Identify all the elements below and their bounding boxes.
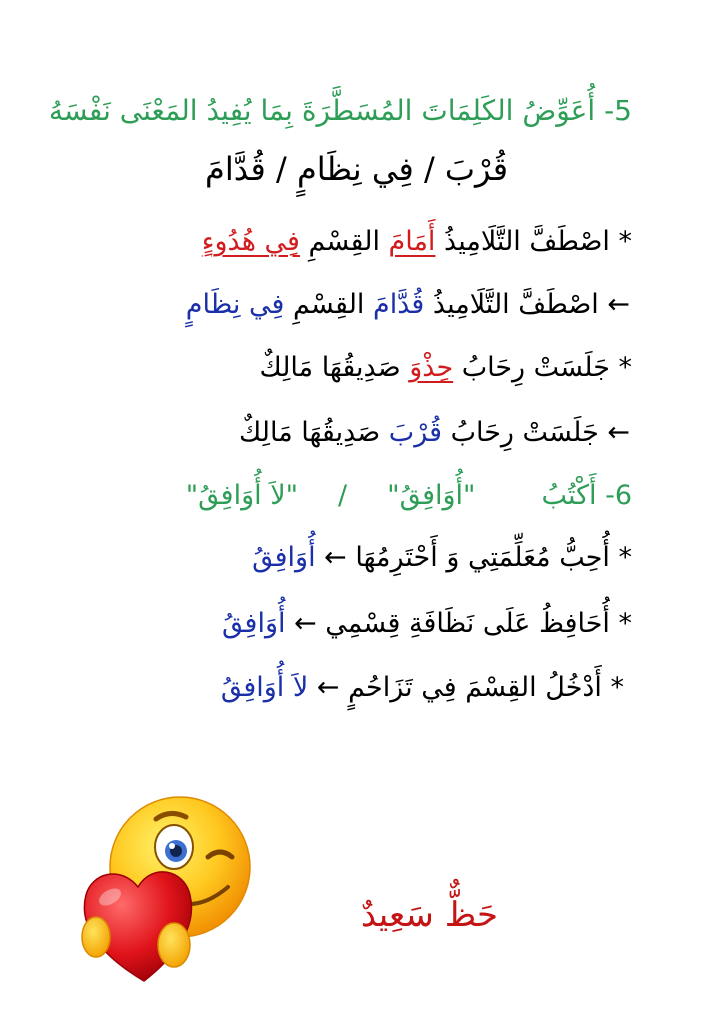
answer-word: لاَ أُوَافِقُ <box>220 672 309 703</box>
underlined-word: حِذْوَ <box>409 352 454 383</box>
item-text: القِسْمِ <box>299 226 389 257</box>
exercise5-title: 5- أُعَوِّضُ الكَلِمَاتَ المُسَطَّرَةَ بِمَا يُفِيدُ المَعْنَى نَفْسَهُ <box>48 94 632 127</box>
replacement-word: فِي نِظَامٍ <box>185 289 285 320</box>
exercise6-item-1 <box>252 542 632 573</box>
replacement-word: قُرْبَ <box>388 417 443 448</box>
item-text: * أُحِبُّ مُعَلِّمَتِي وَ أَحْتَرِمُهَا ← <box>315 542 632 573</box>
exercise5-answer-2 <box>239 417 630 448</box>
exercise5-answer-1 <box>186 289 630 320</box>
exercise6-header <box>186 480 632 511</box>
item-text: ← جَلَسَتْ رِحَابُ <box>442 417 630 448</box>
item-text: ← اصْطَفَّ التَّلَامِيذُ <box>424 289 630 320</box>
exercise6-item-3 <box>221 672 624 703</box>
exercise5-item-1 <box>202 226 632 257</box>
answer-word: أُوَافِقُ <box>252 542 316 573</box>
item-text: * جَلَسَتْ رِحَابُ <box>453 352 632 383</box>
option-separator: / <box>338 480 348 511</box>
item-text: * أُحَافِظُ عَلَى نَظَافَةِ قِسْمِي ← <box>285 608 632 639</box>
underlined-word: فِي هُدُوءٍ <box>201 226 300 257</box>
exercise6-title: 6- أَكْتُبُ <box>541 480 632 511</box>
item-text: صَدِيقُهَا مَالِكٌ <box>239 417 389 448</box>
underlined-word: أَمَامَ <box>388 226 436 257</box>
replacement-word: قُدَّامَ <box>373 289 425 320</box>
item-text: * أَدْخُلُ القِسْمَ فِي تَزَاحُمٍ ← <box>308 672 624 703</box>
exercise6-item-2 <box>222 608 632 639</box>
closing-wish: حَظٌّ سَعِيدٌ <box>360 895 498 935</box>
item-text: * اصْطَفَّ التَّلَامِيذُ <box>435 226 632 257</box>
item-text: القِسْمِ <box>284 289 374 320</box>
item-text: صَدِيقُهَا مَالِكٌ <box>259 352 410 383</box>
option-disagree: "لاَ أُوَافِقُ" <box>185 480 299 511</box>
answer-word: أُوَافِقُ <box>222 608 286 639</box>
exercise5-item-2 <box>259 352 632 383</box>
option-agree: "أُوَافِقُ" <box>387 480 476 511</box>
smiley-heart-icon <box>72 795 257 990</box>
exercise5-word-bank: قُرْبَ / فِي نِظَامٍ / قُدَّامَ <box>205 150 508 188</box>
